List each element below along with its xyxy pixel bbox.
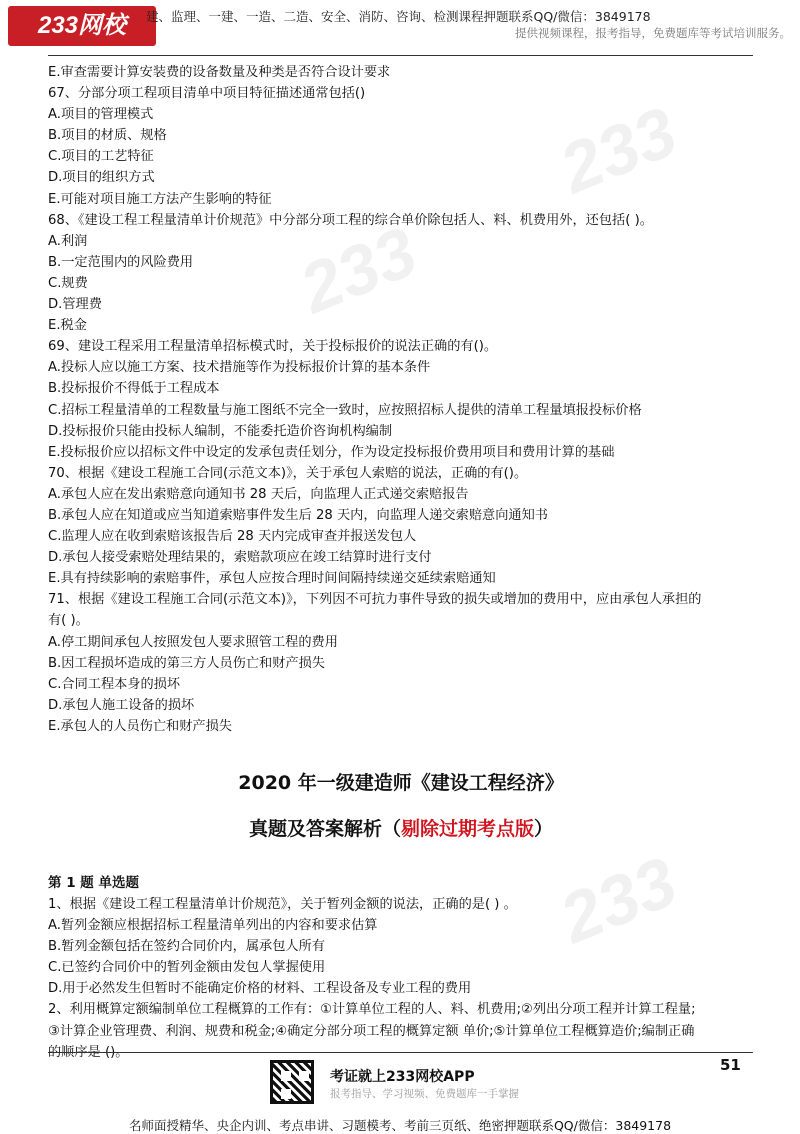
doc-subtitle xyxy=(48,817,754,841)
watermark: 233 xyxy=(289,211,428,329)
text-line: E.承包人的人员伤亡和财产损失 xyxy=(48,718,232,734)
text-line: 68、《建设工程工程量清单计价规范》中分部分项工程的综合单价除包括人、料、机费用外，还包括( )。 xyxy=(48,212,653,228)
text-line: A.利润 xyxy=(48,233,88,249)
text-line: C.项目的工艺特征 xyxy=(48,149,154,165)
header-line-2: 提供视频课程，报考指导，免费题库等考试培训服务。 xyxy=(515,26,791,40)
doc-title: 2020 年一级建造师《建设工程经济》 xyxy=(238,772,564,794)
watermark: 233 xyxy=(549,91,688,209)
text-line: 67、分部分项工程项目清单中项目特征描述通常包括() xyxy=(48,86,366,102)
document-body xyxy=(48,62,754,1063)
text-line: D.项目的组织方式 xyxy=(48,170,155,186)
doc-subtitle-highlight: 剔除过期考点版 xyxy=(400,818,534,840)
text-line: D.承包人接受索赔处理结果的，索赔款项应在竣工结算时进行支付 xyxy=(48,550,432,566)
text-line: 1、根据《建设工程工程量清单计价规范》，关于暂列金额的说法，正确的是( ) 。 xyxy=(48,897,517,912)
text-line: B.项目的材质、规格 xyxy=(48,128,167,144)
text-line: ③计算企业管理费、利润、规费和税金;④确定分部分项工程的概算定额 单价;⑤计算单位工程概算造价;编制正确 xyxy=(48,1023,695,1039)
text-line: E.可能对项目施工方法产生影响的特征 xyxy=(48,191,272,207)
doc-subtitle-end: ） xyxy=(534,818,554,840)
text-line: B.暂列金额包括在签约合同价内，属承包人所有 xyxy=(48,939,325,955)
text-line: A.投标人应以施工方案、技术措施等作为投标报价计算的基本条件 xyxy=(48,360,431,376)
page-footer xyxy=(0,1050,800,1132)
footer-app-text: 考证就上233网校APP xyxy=(330,1069,475,1085)
text-line: B.承包人应在知道或应当知道索赔事件发生后 28 天内，向监理人递交索赔意向通知书 xyxy=(48,507,548,523)
text-line: A.项目的管理模式 xyxy=(48,107,154,123)
section-heading: 第 1 题 单选题 xyxy=(48,875,139,891)
text-line: C.招标工程量清单的工程数量与施工图纸不完全一致时，应按照招标人提供的清单工程量填报投标价格 xyxy=(48,402,642,418)
text-line: B.一定范围内的风险费用 xyxy=(48,254,194,270)
text-line: D.承包人施工设备的损坏 xyxy=(48,697,195,713)
text-line: A.承包人应在发出索赔意向通知书 28 天后，向监理人正式递交索赔报告 xyxy=(48,486,469,502)
text-line: D.用于必然发生但暂时不能确定价格的材料、工程设备及专业工程的费用 xyxy=(48,981,472,997)
text-line: 70、根据《建设工程施工合同(示范文本)》，关于承包人索赔的说法，正确的有()。 xyxy=(48,465,528,481)
text-line: 的顺序是 ()。 xyxy=(48,1044,129,1060)
page-number: 51 xyxy=(720,1056,741,1074)
footer-subtext: 报考指导、学习视频、免费题库一手掌握 xyxy=(330,1088,519,1100)
text-line: E.具有持续影响的索赔事件，承包人应按合理时间间隔持续递交延续索赔通知 xyxy=(48,571,496,587)
qr-code-icon xyxy=(270,1060,314,1104)
header-text xyxy=(146,8,791,42)
text-line: C.规费 xyxy=(48,275,88,291)
text-line: D.投标报价只能由投标人编制，不能委托造价咨询机构编制 xyxy=(48,423,393,439)
text-line: 2、利用概算定额编制单位工程概算的工作有：①计算单位工程的人、料、机费用;②列出分项工程并计算工程量; xyxy=(48,1002,696,1018)
text-line: C.合同工程本身的损坏 xyxy=(48,676,181,692)
text-line: B.投标报价不得低于工程成本 xyxy=(48,381,220,397)
watermark: 233 xyxy=(549,841,688,959)
page-header xyxy=(0,0,800,58)
text-line: D.管理费 xyxy=(48,297,102,313)
header-line-1: 建、监理、一建、一造、二造、安全、消防、咨询、检测课程押题联系QQ/微信：3849178 xyxy=(146,9,651,24)
text-line: 71、根据《建设工程施工合同(示范文本)》，下列因不可抗力事件导致的损失或增加的费用中，应由承包人承担的 xyxy=(48,592,702,608)
text-line: C.监理人应在收到索赔该报告后 28 天内完成审查并报送发包人 xyxy=(48,529,417,545)
text-line: E.投标报价应以招标文件中设定的发承包责任划分，作为设定投标报价费用项目和费用计算的基础 xyxy=(48,444,615,460)
text-line: 有( )。 xyxy=(48,613,89,629)
text-line: A.停工期间承包人按照发包人要求照管工程的费用 xyxy=(48,634,338,650)
text-line: C.已签约合同价中的暂列金额由发包人掌握使用 xyxy=(48,960,326,976)
text-line: B.因工程损坏造成的第三方人员伤亡和财产损失 xyxy=(48,655,325,671)
text-line: A.暂列金额应根据招标工程量清单列出的内容和要求估算 xyxy=(48,918,378,934)
text-line: E.审查需要计算安装费的设备数量及种类是否符合设计要求 xyxy=(48,65,391,80)
header-divider xyxy=(48,55,753,56)
text-line: E.税金 xyxy=(48,318,87,334)
text-line: 69、建设工程采用工程量清单招标模式时，关于投标报价的说法正确的有()。 xyxy=(48,339,498,355)
logo: 233网校 xyxy=(8,6,156,46)
doc-subtitle-main: 真题及答案解析（ xyxy=(248,818,401,840)
footer-contact: 名师面授精华、央企内训、考点串讲、习题模考、考前三页纸、绝密押题联系QQ/微信：3849178 xyxy=(128,1118,672,1133)
